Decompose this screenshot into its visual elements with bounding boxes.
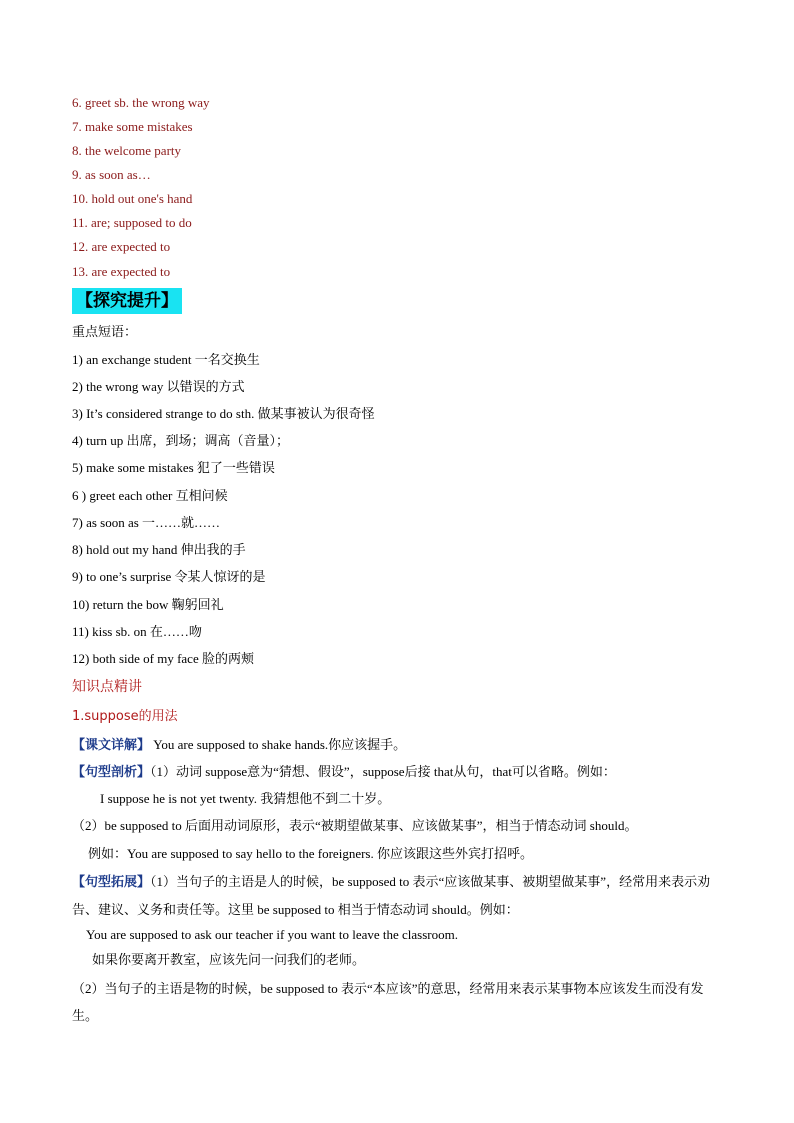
phrase-item: 5) make some mistakes 犯了一些错误 bbox=[72, 460, 275, 475]
extension-text: （1）当句子的主语是人的时候，be supposed to 表示“应该做某事、被期望做某事”，经常用来表示劝告、建议、义务和责任等。这里 be supposed to 相当于情态动词 should。例如： bbox=[72, 874, 711, 917]
text-explain-row bbox=[72, 736, 406, 755]
phrase-item: 2) the wrong way 以错误的方式 bbox=[72, 379, 245, 394]
point-title: 1.suppose的用法 bbox=[72, 709, 178, 724]
phrase-item: 4) turn up 出席，到场；调高（音量）； bbox=[72, 433, 290, 448]
knowledge-heading: 知识点精讲 bbox=[72, 679, 142, 695]
text-explain-text: You are supposed to shake hands.你应该握手。 bbox=[150, 737, 407, 752]
answer-item: 6. greet sb. the wrong way bbox=[72, 95, 210, 110]
phrase-item: 7) as soon as 一……就…… bbox=[72, 515, 221, 530]
phrase-item: 6 ) greet each other 互相问候 bbox=[72, 488, 228, 503]
extension-example-cn: 如果你要离开教室，应该先问一问我们的老师。 bbox=[92, 952, 366, 967]
extension-paragraph bbox=[72, 868, 727, 923]
phrase-item: 12) both side of my face 脸的两颊 bbox=[72, 651, 254, 666]
answer-item: 13. are expected to bbox=[72, 264, 171, 279]
text-explain-label: 【课文详解】 bbox=[72, 738, 151, 753]
phrase-item: 10) return the bow 鞠躬回礼 bbox=[72, 597, 224, 612]
analysis-text: （1）动词 suppose意为“猜想、假设”，suppose后接 that从句，that可以省略。例如： bbox=[150, 764, 616, 779]
answer-item: 7. make some mistakes bbox=[72, 119, 193, 134]
phrase-item: 3) It’s considered strange to do sth. 做某事被认为很奇怪 bbox=[72, 406, 375, 421]
analysis-example: I suppose he is not yet twenty. 我猜想他不到二十岁。 bbox=[100, 791, 391, 806]
phrases-heading: 重点短语： bbox=[72, 325, 138, 340]
phrase-item: 1) an exchange student 一名交换生 bbox=[72, 352, 260, 367]
extension-label: 【句型拓展】 bbox=[72, 875, 151, 890]
section-tag: 【探究提升】 bbox=[72, 288, 182, 314]
phrase-item: 9) to one’s surprise 令某人惊讶的是 bbox=[72, 569, 266, 584]
answer-item: 12. are expected to bbox=[72, 239, 171, 254]
analysis-example2: 例如：You are supposed to say hello to the foreigners. 你应该跟这些外宾打招呼。 bbox=[88, 846, 533, 861]
answer-item: 10. hold out one's hand bbox=[72, 191, 193, 206]
extension-example-en: You are supposed to ask our teacher if you want to leave the classroom. bbox=[86, 927, 458, 942]
answer-item: 8. the welcome party bbox=[72, 143, 182, 158]
answer-item: 9. as soon as… bbox=[72, 167, 151, 182]
phrase-item: 11) kiss sb. on 在……吻 bbox=[72, 624, 202, 639]
analysis-point2: （2）be supposed to 后面用动词原形，表示“被期望做某事、应该做某事”，相当于情态动词 should。 bbox=[72, 818, 638, 833]
answer-item: 11. are; supposed to do bbox=[72, 215, 192, 230]
extension-point2: （2）当句子的主语是物的时候，be supposed to 表示“本应该”的意思，经常用来表示某事物本应该发生而没有发生。 bbox=[72, 981, 704, 1023]
phrase-item: 8) hold out my hand 伸出我的手 bbox=[72, 542, 246, 557]
analysis-label: 【句型剖析】 bbox=[72, 765, 151, 780]
analysis-row bbox=[72, 763, 616, 782]
